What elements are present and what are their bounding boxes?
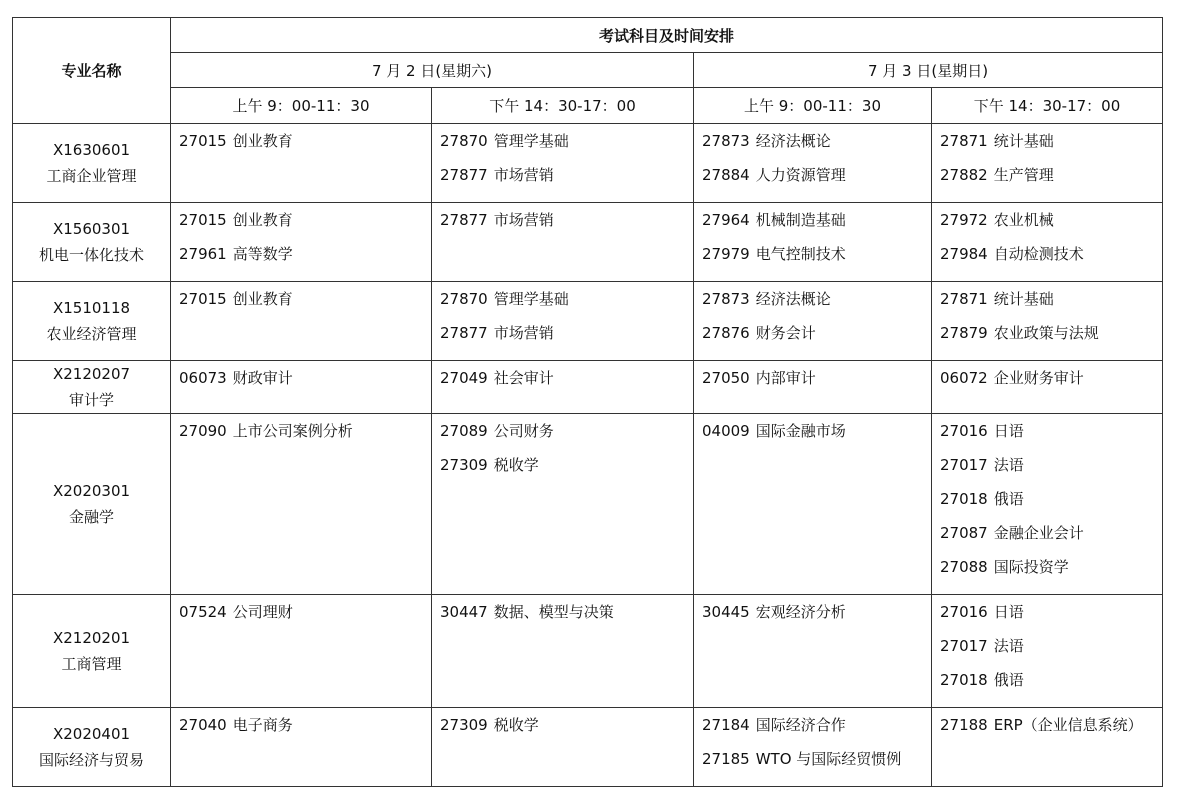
course-name: 国际经济合作 (755, 716, 846, 734)
session-cell (694, 595, 932, 708)
course-name: 创业教育 (232, 132, 293, 150)
course-item (940, 243, 1162, 277)
session-cell (432, 414, 694, 595)
table-row (13, 414, 1163, 595)
course-name: 创业教育 (232, 290, 293, 308)
course-code: 27873 (702, 290, 750, 308)
course-item (440, 714, 693, 748)
course-name: 俄语 (993, 490, 1024, 508)
course-item (179, 714, 431, 748)
course-item (179, 288, 431, 322)
session-header: 上午 9：00-11：30 (171, 88, 432, 124)
session-header: 下午 14：30-17：00 (432, 88, 694, 124)
course-name: 经济法概论 (755, 290, 831, 308)
course-name: 日语 (993, 603, 1024, 621)
course-name: 公司财务 (493, 422, 554, 440)
course-name: 创业教育 (232, 211, 293, 229)
course-name: 数据、模型与决策 (493, 603, 614, 621)
schedule-body (13, 124, 1163, 787)
course-code: 27979 (702, 245, 750, 263)
course-item (440, 420, 693, 454)
table-row (13, 595, 1163, 708)
course-item (702, 601, 931, 635)
table-row (13, 282, 1163, 361)
course-name: 日语 (993, 422, 1024, 440)
course-code: 07524 (179, 603, 227, 621)
course-name: 金融企业会计 (993, 524, 1084, 542)
major-cell (13, 414, 171, 595)
course-item (440, 454, 693, 488)
course-code: 27961 (179, 245, 227, 263)
course-name: 内部审计 (755, 369, 816, 387)
course-code: 27015 (179, 211, 227, 229)
course-name: 财务会计 (755, 324, 816, 342)
course-name: 高等数学 (232, 245, 293, 263)
course-name: 管理学基础 (493, 132, 569, 150)
course-code: 27089 (440, 422, 488, 440)
course-code: 27087 (940, 524, 988, 542)
course-item (940, 420, 1162, 454)
course-item (440, 322, 693, 356)
course-item (440, 367, 693, 401)
session-cell (171, 203, 432, 282)
course-code: 27879 (940, 324, 988, 342)
course-code: 30445 (702, 603, 750, 621)
course-item (179, 367, 431, 401)
major-code: X1560301 (52, 220, 131, 238)
course-name: 农业政策与法规 (993, 324, 1099, 342)
course-code: 27016 (940, 603, 988, 621)
course-item (940, 322, 1162, 356)
course-item (940, 209, 1162, 243)
major-cell (13, 124, 171, 203)
major-name: 金融学 (68, 508, 114, 526)
course-item (940, 288, 1162, 322)
course-code: 04009 (702, 422, 750, 440)
session-cell (432, 708, 694, 787)
session-header: 下午 14：30-17：00 (932, 88, 1163, 124)
course-code: 27184 (702, 716, 750, 734)
course-name: 法语 (993, 637, 1024, 655)
course-name: WTO 与国际经贸惯例 (755, 750, 902, 768)
session-cell (694, 708, 932, 787)
session-cell (694, 414, 932, 595)
course-name: 宏观经济分析 (755, 603, 846, 621)
session-cell (171, 361, 432, 414)
course-item (940, 164, 1162, 198)
course-name: 自动检测技术 (993, 245, 1084, 263)
course-item (702, 748, 931, 782)
course-name: 生产管理 (993, 166, 1054, 184)
course-item (440, 288, 693, 322)
course-item (179, 130, 431, 164)
course-item (702, 130, 931, 164)
course-code: 27876 (702, 324, 750, 342)
session-cell (432, 282, 694, 361)
course-item (440, 601, 693, 635)
course-name: 公司理财 (232, 603, 293, 621)
course-name: 管理学基础 (493, 290, 569, 308)
session-cell (171, 414, 432, 595)
course-code: 27017 (940, 637, 988, 655)
course-code: 27884 (702, 166, 750, 184)
course-code: 27877 (440, 324, 488, 342)
course-code: 27018 (940, 490, 988, 508)
session-cell (171, 282, 432, 361)
course-name: 市场营销 (493, 324, 554, 342)
course-item (940, 488, 1162, 522)
course-name: 法语 (993, 456, 1024, 474)
course-code: 27871 (940, 290, 988, 308)
course-code: 27870 (440, 132, 488, 150)
table-row (13, 361, 1163, 414)
exam-schedule-table (12, 17, 1163, 787)
course-code: 27185 (702, 750, 750, 768)
course-name: 国际金融市场 (755, 422, 846, 440)
course-name: 统计基础 (993, 132, 1054, 150)
course-item (940, 367, 1162, 401)
course-name: 市场营销 (493, 166, 554, 184)
course-item (440, 209, 693, 243)
course-item (940, 522, 1162, 556)
course-code: 27050 (702, 369, 750, 387)
course-name: 财政审计 (232, 369, 293, 387)
session-cell (932, 124, 1163, 203)
course-item (702, 243, 931, 277)
table-row (13, 124, 1163, 203)
course-item (440, 130, 693, 164)
course-code: 06072 (940, 369, 988, 387)
course-item (440, 164, 693, 198)
session-cell (932, 595, 1163, 708)
course-code: 27984 (940, 245, 988, 263)
course-name: 社会审计 (493, 369, 554, 387)
course-name: 统计基础 (993, 290, 1054, 308)
course-name: 人力资源管理 (755, 166, 846, 184)
course-name: 上市公司案例分析 (232, 422, 353, 440)
course-item (702, 714, 931, 748)
course-code: 30447 (440, 603, 488, 621)
course-code: 27015 (179, 290, 227, 308)
course-code: 27309 (440, 456, 488, 474)
course-code: 27964 (702, 211, 750, 229)
major-code: X2020301 (52, 482, 131, 500)
session-cell (171, 708, 432, 787)
course-item (702, 288, 931, 322)
session-cell (694, 124, 932, 203)
course-code: 27017 (940, 456, 988, 474)
major-cell (13, 282, 171, 361)
session-cell (694, 282, 932, 361)
course-item (702, 209, 931, 243)
session-cell (432, 124, 694, 203)
course-item (940, 669, 1162, 703)
course-code: 27877 (440, 166, 488, 184)
course-name: 电气控制技术 (755, 245, 846, 263)
course-code: 27018 (940, 671, 988, 689)
course-item (940, 130, 1162, 164)
course-name: ERP（企业信息系统） (993, 716, 1143, 734)
major-name: 工商企业管理 (46, 167, 137, 185)
course-item (940, 454, 1162, 488)
major-name: 审计学 (68, 391, 114, 409)
major-cell (13, 203, 171, 282)
course-item (702, 322, 931, 356)
course-item (940, 635, 1162, 669)
course-code: 27015 (179, 132, 227, 150)
course-item (702, 164, 931, 198)
schedule-title: 考试科目及时间安排 (171, 18, 1163, 53)
day-header: 7 月 2 日(星期六) (171, 53, 694, 88)
course-item (940, 556, 1162, 590)
major-cell (13, 708, 171, 787)
major-cell (13, 361, 171, 414)
course-name: 国际投资学 (993, 558, 1069, 576)
course-item (179, 209, 431, 243)
major-code: X1510118 (52, 299, 131, 317)
session-cell (694, 203, 932, 282)
course-name: 市场营销 (493, 211, 554, 229)
session-cell (171, 124, 432, 203)
major-cell (13, 595, 171, 708)
table-row (13, 203, 1163, 282)
course-item (179, 601, 431, 635)
course-code: 27016 (940, 422, 988, 440)
course-code: 27049 (440, 369, 488, 387)
course-name: 经济法概论 (755, 132, 831, 150)
session-cell (932, 708, 1163, 787)
course-code: 27090 (179, 422, 227, 440)
session-cell (694, 361, 932, 414)
major-code: X2120207 (52, 365, 131, 383)
course-code: 27882 (940, 166, 988, 184)
table-row (13, 708, 1163, 787)
session-cell (171, 595, 432, 708)
course-name: 税收学 (493, 456, 539, 474)
major-name: 国际经济与贸易 (38, 751, 144, 769)
session-cell (432, 361, 694, 414)
session-cell (932, 361, 1163, 414)
course-name: 俄语 (993, 671, 1024, 689)
major-code: X2120201 (52, 629, 131, 647)
session-cell (432, 595, 694, 708)
course-code: 27188 (940, 716, 988, 734)
course-item (179, 420, 431, 454)
major-column-header: 专业名称 (13, 18, 171, 124)
course-name: 企业财务审计 (993, 369, 1084, 387)
course-name: 税收学 (493, 716, 539, 734)
session-cell (432, 203, 694, 282)
session-cell (932, 414, 1163, 595)
major-name: 工商管理 (61, 655, 122, 673)
course-code: 27870 (440, 290, 488, 308)
major-name: 农业经济管理 (46, 325, 137, 343)
course-name: 农业机械 (993, 211, 1054, 229)
major-code: X1630601 (52, 141, 131, 159)
course-item (702, 367, 931, 401)
day-header: 7 月 3 日(星期日) (694, 53, 1163, 88)
course-code: 27877 (440, 211, 488, 229)
course-code: 27873 (702, 132, 750, 150)
session-cell (932, 203, 1163, 282)
course-code: 27088 (940, 558, 988, 576)
course-item (940, 601, 1162, 635)
course-item (940, 714, 1162, 748)
course-code: 27871 (940, 132, 988, 150)
course-code: 27972 (940, 211, 988, 229)
course-code: 06073 (179, 369, 227, 387)
session-header: 上午 9：00-11：30 (694, 88, 932, 124)
course-item (702, 420, 931, 454)
course-name: 电子商务 (232, 716, 293, 734)
course-code: 27309 (440, 716, 488, 734)
course-name: 机械制造基础 (755, 211, 846, 229)
major-name: 机电一体化技术 (38, 246, 144, 264)
session-cell (932, 282, 1163, 361)
course-code: 27040 (179, 716, 227, 734)
course-item (179, 243, 431, 277)
major-code: X2020401 (52, 725, 131, 743)
